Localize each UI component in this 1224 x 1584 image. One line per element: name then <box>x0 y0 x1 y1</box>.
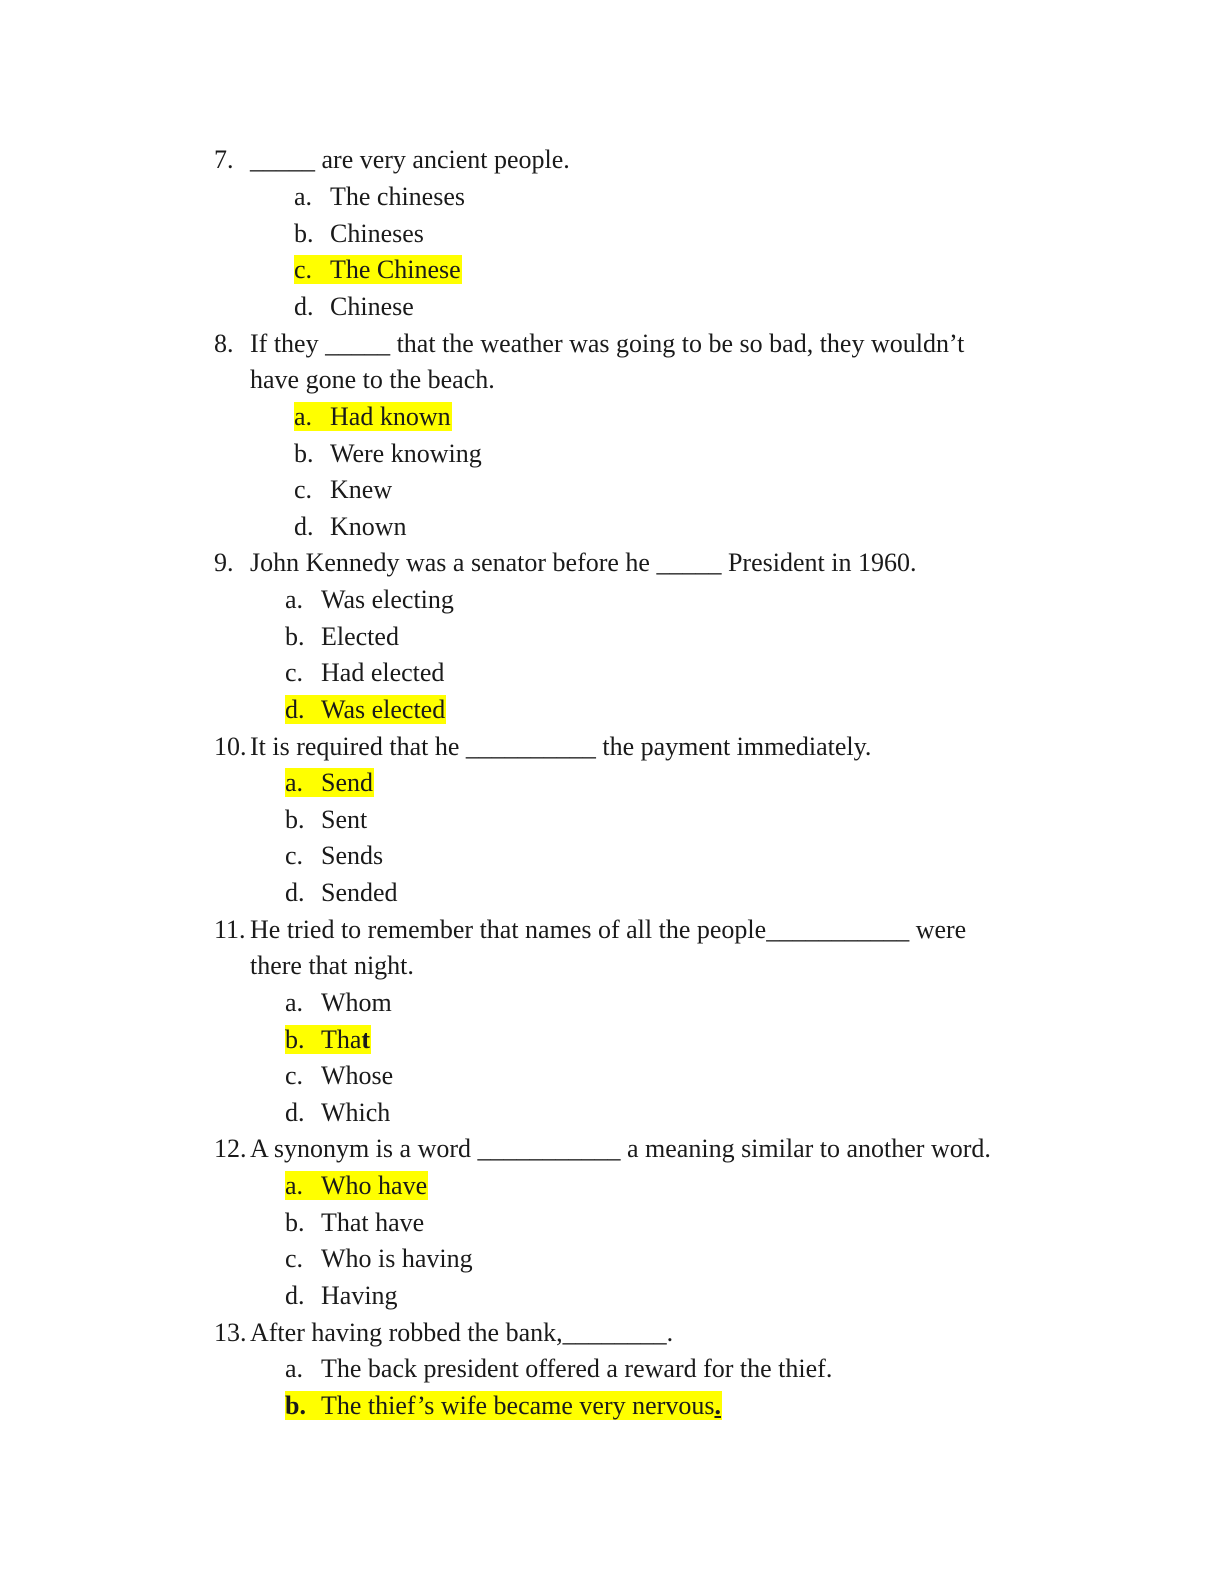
option-7d <box>294 292 414 322</box>
option-letter: c. <box>294 475 313 504</box>
question-number: 10. <box>214 732 247 761</box>
option-text: Sent <box>321 805 368 834</box>
option-text: That have <box>321 1208 425 1237</box>
question-text-continued: have gone to the beach. <box>250 365 495 394</box>
option-letter: b. <box>285 1208 305 1237</box>
option-12b <box>285 1208 424 1238</box>
option-12d <box>285 1281 398 1311</box>
option-11d <box>285 1098 390 1128</box>
option-letter: a. <box>294 182 313 211</box>
option-10b <box>285 805 367 835</box>
option-letter: b. <box>285 805 305 834</box>
option-letter: d. <box>285 1098 305 1127</box>
option-10d <box>285 878 398 908</box>
option-text: Known <box>330 512 407 541</box>
option-letter: d. <box>285 695 305 724</box>
option-13a <box>285 1354 832 1384</box>
option-8b <box>294 439 482 469</box>
option-text: Whom <box>321 988 392 1017</box>
option-letter: c. <box>285 658 304 687</box>
option-8d <box>294 512 407 542</box>
question-number: 9. <box>214 548 234 577</box>
option-letter: b. <box>285 1025 305 1054</box>
question-text: If they _____ that the weather was going to be so bad, they wouldn’t <box>250 329 965 358</box>
option-letter: b. <box>294 439 314 468</box>
option-text: Send <box>321 768 373 797</box>
option-letter: d. <box>285 1281 305 1310</box>
option-letter: d. <box>294 512 314 541</box>
option-letter: a. <box>285 988 304 1017</box>
option-text: Knew <box>330 475 393 504</box>
question-text-continued: there that night. <box>250 951 414 980</box>
question-text: After having robbed the bank,________. <box>250 1318 674 1347</box>
option-text-bold-tail: t <box>361 1025 371 1054</box>
option-letter: b. <box>294 219 314 248</box>
option-text: Elected <box>321 622 399 651</box>
option-letter: c. <box>285 1061 304 1090</box>
option-letter: a. <box>285 585 304 614</box>
option-12c <box>285 1244 473 1274</box>
option-text: Who have <box>321 1171 428 1200</box>
question-number: 11. <box>214 915 246 944</box>
option-12a-answer <box>285 1171 428 1201</box>
option-letter: b. <box>285 1391 306 1420</box>
option-letter: a. <box>294 402 313 431</box>
option-text: Chineses <box>330 219 424 248</box>
option-text-underlined-tail: . <box>714 1391 721 1420</box>
option-text: Tha <box>321 1025 362 1054</box>
option-9b <box>285 622 399 652</box>
option-text: The back president offered a reward for the thief. <box>321 1354 833 1383</box>
option-text: Sends <box>321 841 384 870</box>
option-9d-answer <box>285 695 446 725</box>
option-text: Was elected <box>321 695 446 724</box>
option-9a <box>285 585 454 615</box>
option-text: Having <box>321 1281 398 1310</box>
option-letter: a. <box>285 768 304 797</box>
option-9c <box>285 658 444 688</box>
option-text: Sended <box>321 878 398 907</box>
question-text: It is required that he __________ the payment immediately. <box>250 732 872 761</box>
option-7a <box>294 182 465 212</box>
option-letter: d. <box>285 878 305 907</box>
option-letter: d. <box>294 292 314 321</box>
option-text: The Chinese <box>330 255 461 284</box>
option-text: Had elected <box>321 658 445 687</box>
question-text: A synonym is a word ___________ a meaning similar to another word. <box>250 1134 991 1163</box>
option-13b-answer <box>285 1391 722 1421</box>
question-text: He tried to remember that names of all the people___________ were <box>250 915 967 944</box>
option-text: Which <box>321 1098 391 1127</box>
question-text: John Kennedy was a senator before he _____ President in 1960. <box>250 548 917 577</box>
option-8a-answer <box>294 402 452 432</box>
option-7b <box>294 219 424 249</box>
option-text: Was electing <box>321 585 454 614</box>
option-text: The chineses <box>330 182 466 211</box>
question-text: _____ are very ancient people. <box>250 145 570 174</box>
option-text: Whose <box>321 1061 394 1090</box>
question-number: 12. <box>214 1134 247 1163</box>
option-11a <box>285 988 392 1018</box>
option-letter: a. <box>285 1354 304 1383</box>
option-text: Had known <box>330 402 451 431</box>
option-letter: c. <box>294 255 313 284</box>
question-number: 8. <box>214 329 234 358</box>
option-8c <box>294 475 392 505</box>
option-text: The thief’s wife became very nervous <box>321 1391 715 1420</box>
option-text: Who is having <box>321 1244 473 1273</box>
option-letter: c. <box>285 841 304 870</box>
option-11c <box>285 1061 393 1091</box>
option-text: Chinese <box>330 292 414 321</box>
option-text: Were knowing <box>330 439 482 468</box>
option-letter: c. <box>285 1244 304 1273</box>
question-number: 13. <box>214 1318 247 1347</box>
option-letter: a. <box>285 1171 304 1200</box>
question-number: 7. <box>214 145 234 174</box>
option-7c-answer <box>294 255 462 285</box>
option-10a-answer <box>285 768 374 798</box>
option-letter: b. <box>285 622 305 651</box>
option-10c <box>285 841 383 871</box>
option-11b-answer <box>285 1025 371 1055</box>
